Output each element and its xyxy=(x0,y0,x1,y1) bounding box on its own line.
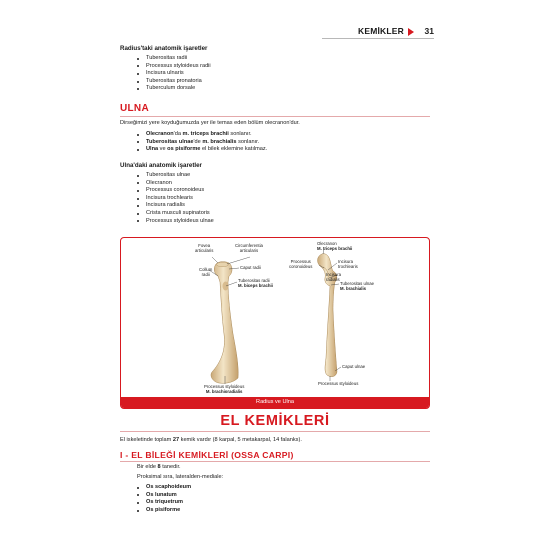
bullet-icon xyxy=(137,88,139,90)
bullet-icon xyxy=(137,58,139,60)
list-item: Os lunatum xyxy=(137,492,191,500)
list-item: Os triquetrum xyxy=(137,499,191,507)
list-item: Incisura trochlearis xyxy=(137,195,214,203)
bullet-icon xyxy=(137,213,139,215)
list-item: Olecranon xyxy=(137,180,214,188)
list-item: Tuberositas pronatoria xyxy=(137,78,211,86)
list-item: Incisura ulnaris xyxy=(137,70,211,78)
label-fovea-articularis: Fovea articularis xyxy=(195,243,214,254)
list-item: Processus coronoideus xyxy=(137,187,214,195)
radius-bone xyxy=(211,262,238,384)
arrow-icon xyxy=(408,28,414,36)
bullet-icon xyxy=(137,65,139,67)
carpal-order-note: Proksimal sıra, lateralden-mediale: xyxy=(137,474,224,480)
bullet-icon xyxy=(137,81,139,83)
ulna-section-title: ULNA xyxy=(120,103,149,114)
bullet-icon xyxy=(137,502,139,504)
ulna-landmarks-list xyxy=(137,172,214,225)
bullet-icon xyxy=(137,487,139,489)
bullet-icon xyxy=(137,175,139,177)
ulna-intro: Dirseğimizi yere koyduğumuzda yer ile temas eden bölüm olecranon'dur. xyxy=(120,120,300,126)
bullet-icon xyxy=(137,134,139,136)
hand-bones-intro: El iskeletinde toplam 27 kemik vardır (8 karpal, 5 metakarpal, 14 falanks). xyxy=(120,437,302,443)
label-incisura-trochlearis: Incisura trochlearis xyxy=(338,259,358,270)
radius-ulna-figure xyxy=(120,237,430,409)
carpal-bones-list xyxy=(137,484,191,514)
bullet-icon xyxy=(137,198,139,200)
list-item: Crista musculi supinatoris xyxy=(137,210,214,218)
bullet-icon xyxy=(137,205,139,207)
hand-bones-title: EL KEMİKLERİ xyxy=(220,413,330,429)
list-item: Incisura radialis xyxy=(137,202,214,210)
list-item: Processus styloideus radii xyxy=(137,63,211,71)
list-item: Ulna ve os pisiforme el bilek eklemine katılmaz. xyxy=(137,146,267,154)
header-divider xyxy=(322,38,434,39)
label-caput-radii: Caput radii xyxy=(240,265,261,270)
label-caput-ulnae: Caput ulnae xyxy=(342,364,366,369)
chapter-title: KEMİKLER xyxy=(358,26,404,36)
label-tuberositas-radii: Tuberositas radii M. biceps brachii xyxy=(238,278,273,289)
list-item: Tuberositas ulnae xyxy=(137,172,214,180)
bullet-icon xyxy=(137,190,139,192)
label-incisura-radialis: Incisura radialis xyxy=(326,272,342,283)
title-divider xyxy=(120,431,430,432)
section-divider xyxy=(120,116,430,117)
carpal-count: Bir elde 8 tanedir. xyxy=(137,464,181,470)
label-tuberositas-ulnae: Tuberositas ulnae M. brachialis xyxy=(340,281,374,292)
list-item: Olecranon'da m. triceps brachii sonlanır. xyxy=(137,131,267,139)
list-item: Os scaphoideum xyxy=(137,484,191,492)
list-item: Processus styloideus ulnae xyxy=(137,218,214,226)
page-number: 31 xyxy=(424,26,434,36)
bullet-icon xyxy=(137,494,139,496)
bullet-icon xyxy=(137,220,139,222)
bullet-icon xyxy=(137,73,139,75)
radius-landmarks-heading: Radius'taki anatomik işaretler xyxy=(120,45,208,52)
label-collum-radii: Collum radii xyxy=(199,267,213,278)
bullet-icon xyxy=(137,510,139,512)
label-processus-coronoideus: Processus coronoideus xyxy=(289,259,313,270)
carpal-section-title: I - EL BİLEĞİ KEMİKLERİ (OSSA CARPI) xyxy=(120,450,294,460)
bullet-icon xyxy=(137,182,139,184)
ulna-landmarks-heading: Ulna'daki anatomik işaretler xyxy=(120,162,202,169)
label-processus-styloideus-radii: Processus styloideus M. brachioradialis xyxy=(204,384,245,395)
section-divider xyxy=(120,461,430,462)
bullet-icon xyxy=(137,149,139,151)
bone-illustration xyxy=(121,238,430,399)
list-item: Tuberculum dorsale xyxy=(137,85,211,93)
figure-caption: Radius ve Ulna xyxy=(121,397,429,408)
label-olecranon: Olecranon M. triceps brachii xyxy=(317,241,353,252)
list-item: Tuberositas ulnae'de m. brachialis sonlanır. xyxy=(137,139,267,147)
list-item: Os pisiforme xyxy=(137,507,191,515)
radius-landmarks-list xyxy=(137,55,211,93)
list-item: Tuberositas radii xyxy=(137,55,211,63)
ulna-facts-list xyxy=(137,131,267,154)
bullet-icon xyxy=(137,141,139,143)
label-circumferentia-articularis: Circumferentia articularis xyxy=(235,243,263,254)
label-processus-styloideus-ulnae: Processus styloideus xyxy=(318,381,359,386)
